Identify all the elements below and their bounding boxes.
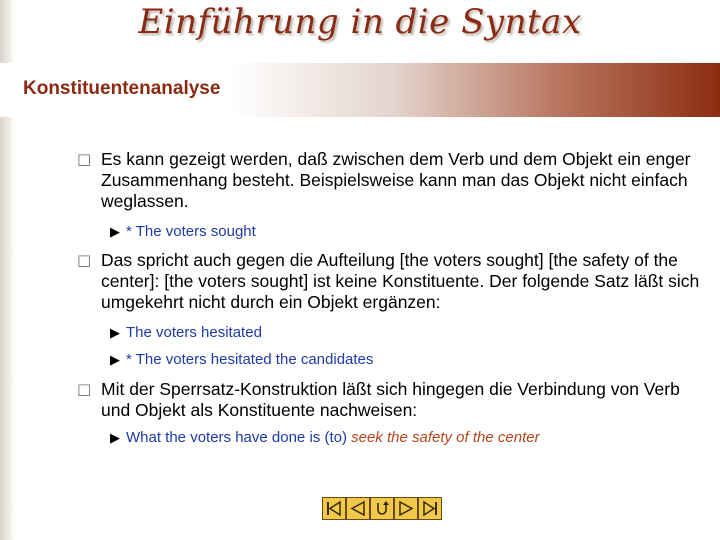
last-slide-button[interactable] (418, 497, 442, 520)
section-title: Konstituentenanalyse (23, 78, 221, 99)
example-text: The voters hesitated (126, 324, 262, 341)
bullet-box-icon: □ (77, 150, 92, 168)
example-text: * The voters hesitated the candidates (126, 351, 374, 368)
first-slide-icon (325, 500, 343, 517)
page-title: Einführung in die Syntax (138, 2, 582, 42)
next-slide-button[interactable] (394, 497, 418, 520)
arrow-right-icon: ▶ (110, 430, 120, 445)
paragraph: Das spricht auch gegen die Aufteilung [the voters sought] [the safety of the center]: [the voters sought] ist keine Konstituente. Der folgende Satz läßt sich umgekehrt nicht durch ein Objekt ergänzen: (101, 250, 700, 312)
arrow-right-icon: ▶ (110, 325, 120, 340)
slide-navigation (322, 497, 466, 522)
example-line (110, 324, 262, 342)
arrow-right-icon: ▶ (110, 224, 120, 239)
previous-slide-button[interactable] (346, 497, 370, 520)
example-emphasis: seek the safety of the center (351, 429, 540, 446)
arrow-right-icon: ▶ (110, 352, 120, 367)
example-line (110, 429, 540, 447)
first-slide-button[interactable] (322, 497, 346, 520)
example-line (110, 351, 373, 369)
paragraph: Es kann gezeigt werden, daß zwischen dem Verb und dem Objekt ein enger Zusammenhang besteht. Beispielsweise kann man das Objekt nicht einfach weglassen. (101, 149, 691, 211)
bullet-box-icon: □ (77, 380, 92, 398)
last-slide-icon (421, 500, 439, 517)
example-text: * The voters sought (126, 223, 256, 240)
next-slide-icon (397, 500, 415, 517)
return-icon (373, 500, 391, 517)
paragraph: Mit der Sperrsatz-Konstruktion läßt sich hingegen die Verbindung von Verb und Objekt als Konstituente nachweisen: (101, 379, 680, 420)
previous-slide-icon (349, 500, 367, 517)
example-text: What the voters have done is (to) (126, 429, 347, 446)
example-line (110, 223, 256, 241)
return-button[interactable] (370, 497, 394, 520)
bullet-box-icon: □ (77, 251, 92, 269)
